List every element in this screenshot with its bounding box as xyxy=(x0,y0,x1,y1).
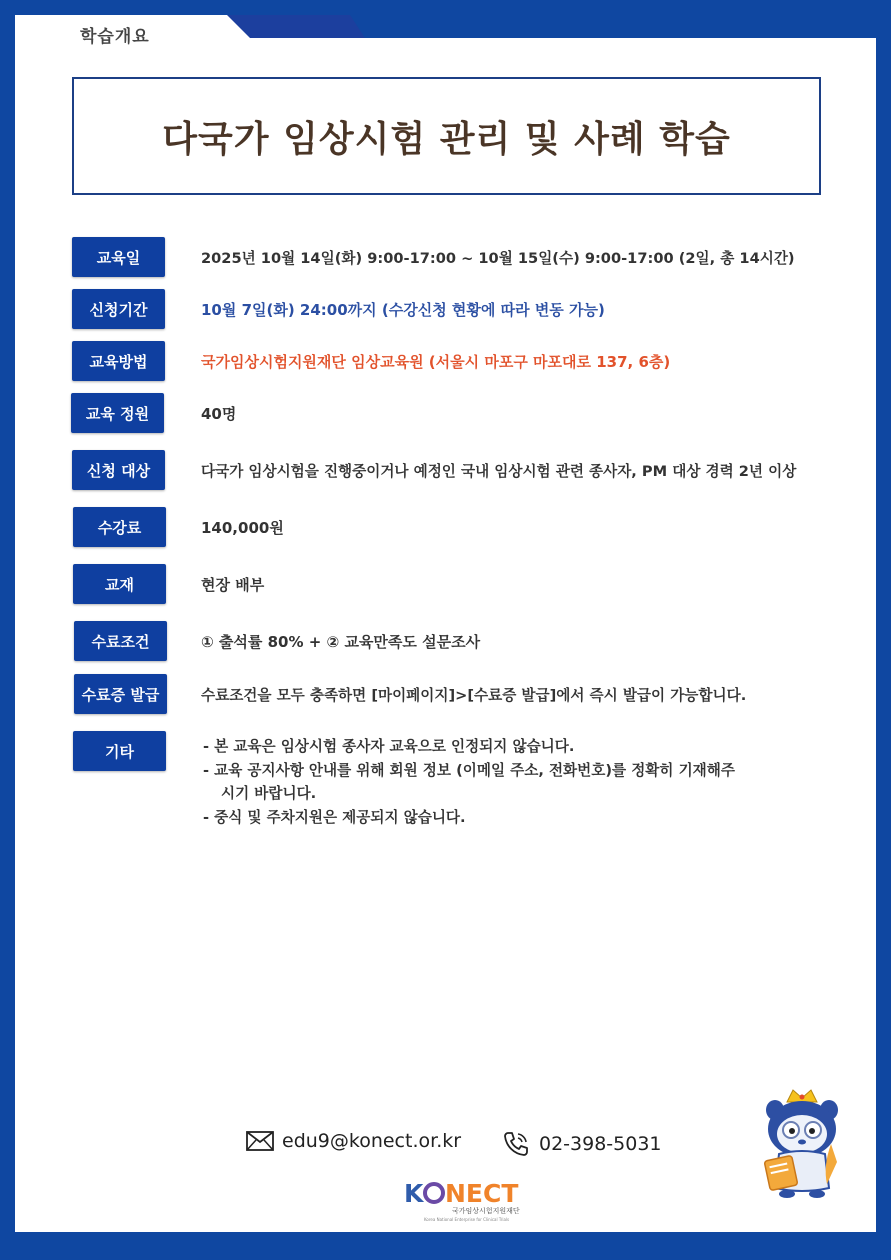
title-box xyxy=(72,77,821,195)
row-value: ① 출석률 80% + ② 교육만족도 설문조사 xyxy=(201,632,481,651)
row-value: 2025년 10월 14일(화) 9:00-17:00 ~ 10월 15일(수) 9:00-17:00 (2일, 총 14시간) xyxy=(201,249,795,267)
page-title: 다국가 임상시험 관리 및 사례 학습 xyxy=(162,118,731,160)
email-text: edu9@konect.or.kr xyxy=(282,1130,462,1152)
etc-notes xyxy=(203,735,735,829)
row-label: 수강료 xyxy=(73,507,166,547)
etc-line: - 본 교육은 임상시험 종사자 교육으로 인정되지 않습니다. xyxy=(203,738,575,755)
row-label: 교육일 xyxy=(72,237,165,277)
row-value: 40명 xyxy=(201,404,237,423)
section-tab-label: 학습개요 xyxy=(80,27,150,47)
row-label: 신청기간 xyxy=(72,289,165,329)
row-label: 교육 정원 xyxy=(71,393,164,433)
etc-line: - 교육 공지사항 안내를 위해 회원 정보 (이메일 주소, 전화번호)를 정확히 기재해주 xyxy=(203,761,735,779)
contact-phone[interactable] xyxy=(502,1130,662,1158)
etc-line: - 중식 및 주차지원은 제공되지 않습니다. xyxy=(203,808,466,826)
row-label: 신청 대상 xyxy=(72,450,165,490)
svg-text:NECT: NECT xyxy=(445,1179,519,1208)
row-value: 140,000원 xyxy=(201,518,284,537)
row-value: 현장 배부 xyxy=(201,575,265,594)
phone-icon xyxy=(502,1130,530,1158)
row-value: 수료조건을 모두 충족하면 [마이페이지]>[수료증 발급]에서 즉시 발급이 가능합니다. xyxy=(201,686,747,704)
row-value: 10월 7일(화) 24:00까지 (수강신청 현황에 따라 변동 가능) xyxy=(201,300,605,319)
svg-text:국가임상시험지원재단: 국가임상시험지원재단 xyxy=(452,1207,520,1215)
envelope-icon xyxy=(246,1131,274,1151)
section-tab xyxy=(15,15,365,55)
row-label: 기타 xyxy=(73,731,166,771)
svg-text:Korea National Enterprise for: Korea National Enterprise for Clinical Trials xyxy=(424,1217,510,1222)
etc-line: 시기 바랍니다. xyxy=(221,785,317,802)
row-label: 교육방법 xyxy=(72,341,165,381)
row-value: 국가임상시험지원재단 임상교육원 (서울시 마포구 마포대로 137, 6층) xyxy=(201,352,671,371)
row-label: 수료증 발급 xyxy=(74,674,167,714)
row-value: 다국가 임상시험을 진행중이거나 예정인 국내 임상시험 관련 종사자, PM 대상 경력 2년 이상 xyxy=(201,462,797,480)
row-label: 교재 xyxy=(73,564,166,604)
contact-email[interactable] xyxy=(246,1130,461,1152)
row-label: 수료조건 xyxy=(74,621,167,661)
mascot-illustration xyxy=(757,1084,847,1202)
phone-text: 02-398-5031 xyxy=(539,1133,662,1155)
svg-text:K: K xyxy=(404,1179,424,1208)
konect-logo xyxy=(402,1176,527,1224)
